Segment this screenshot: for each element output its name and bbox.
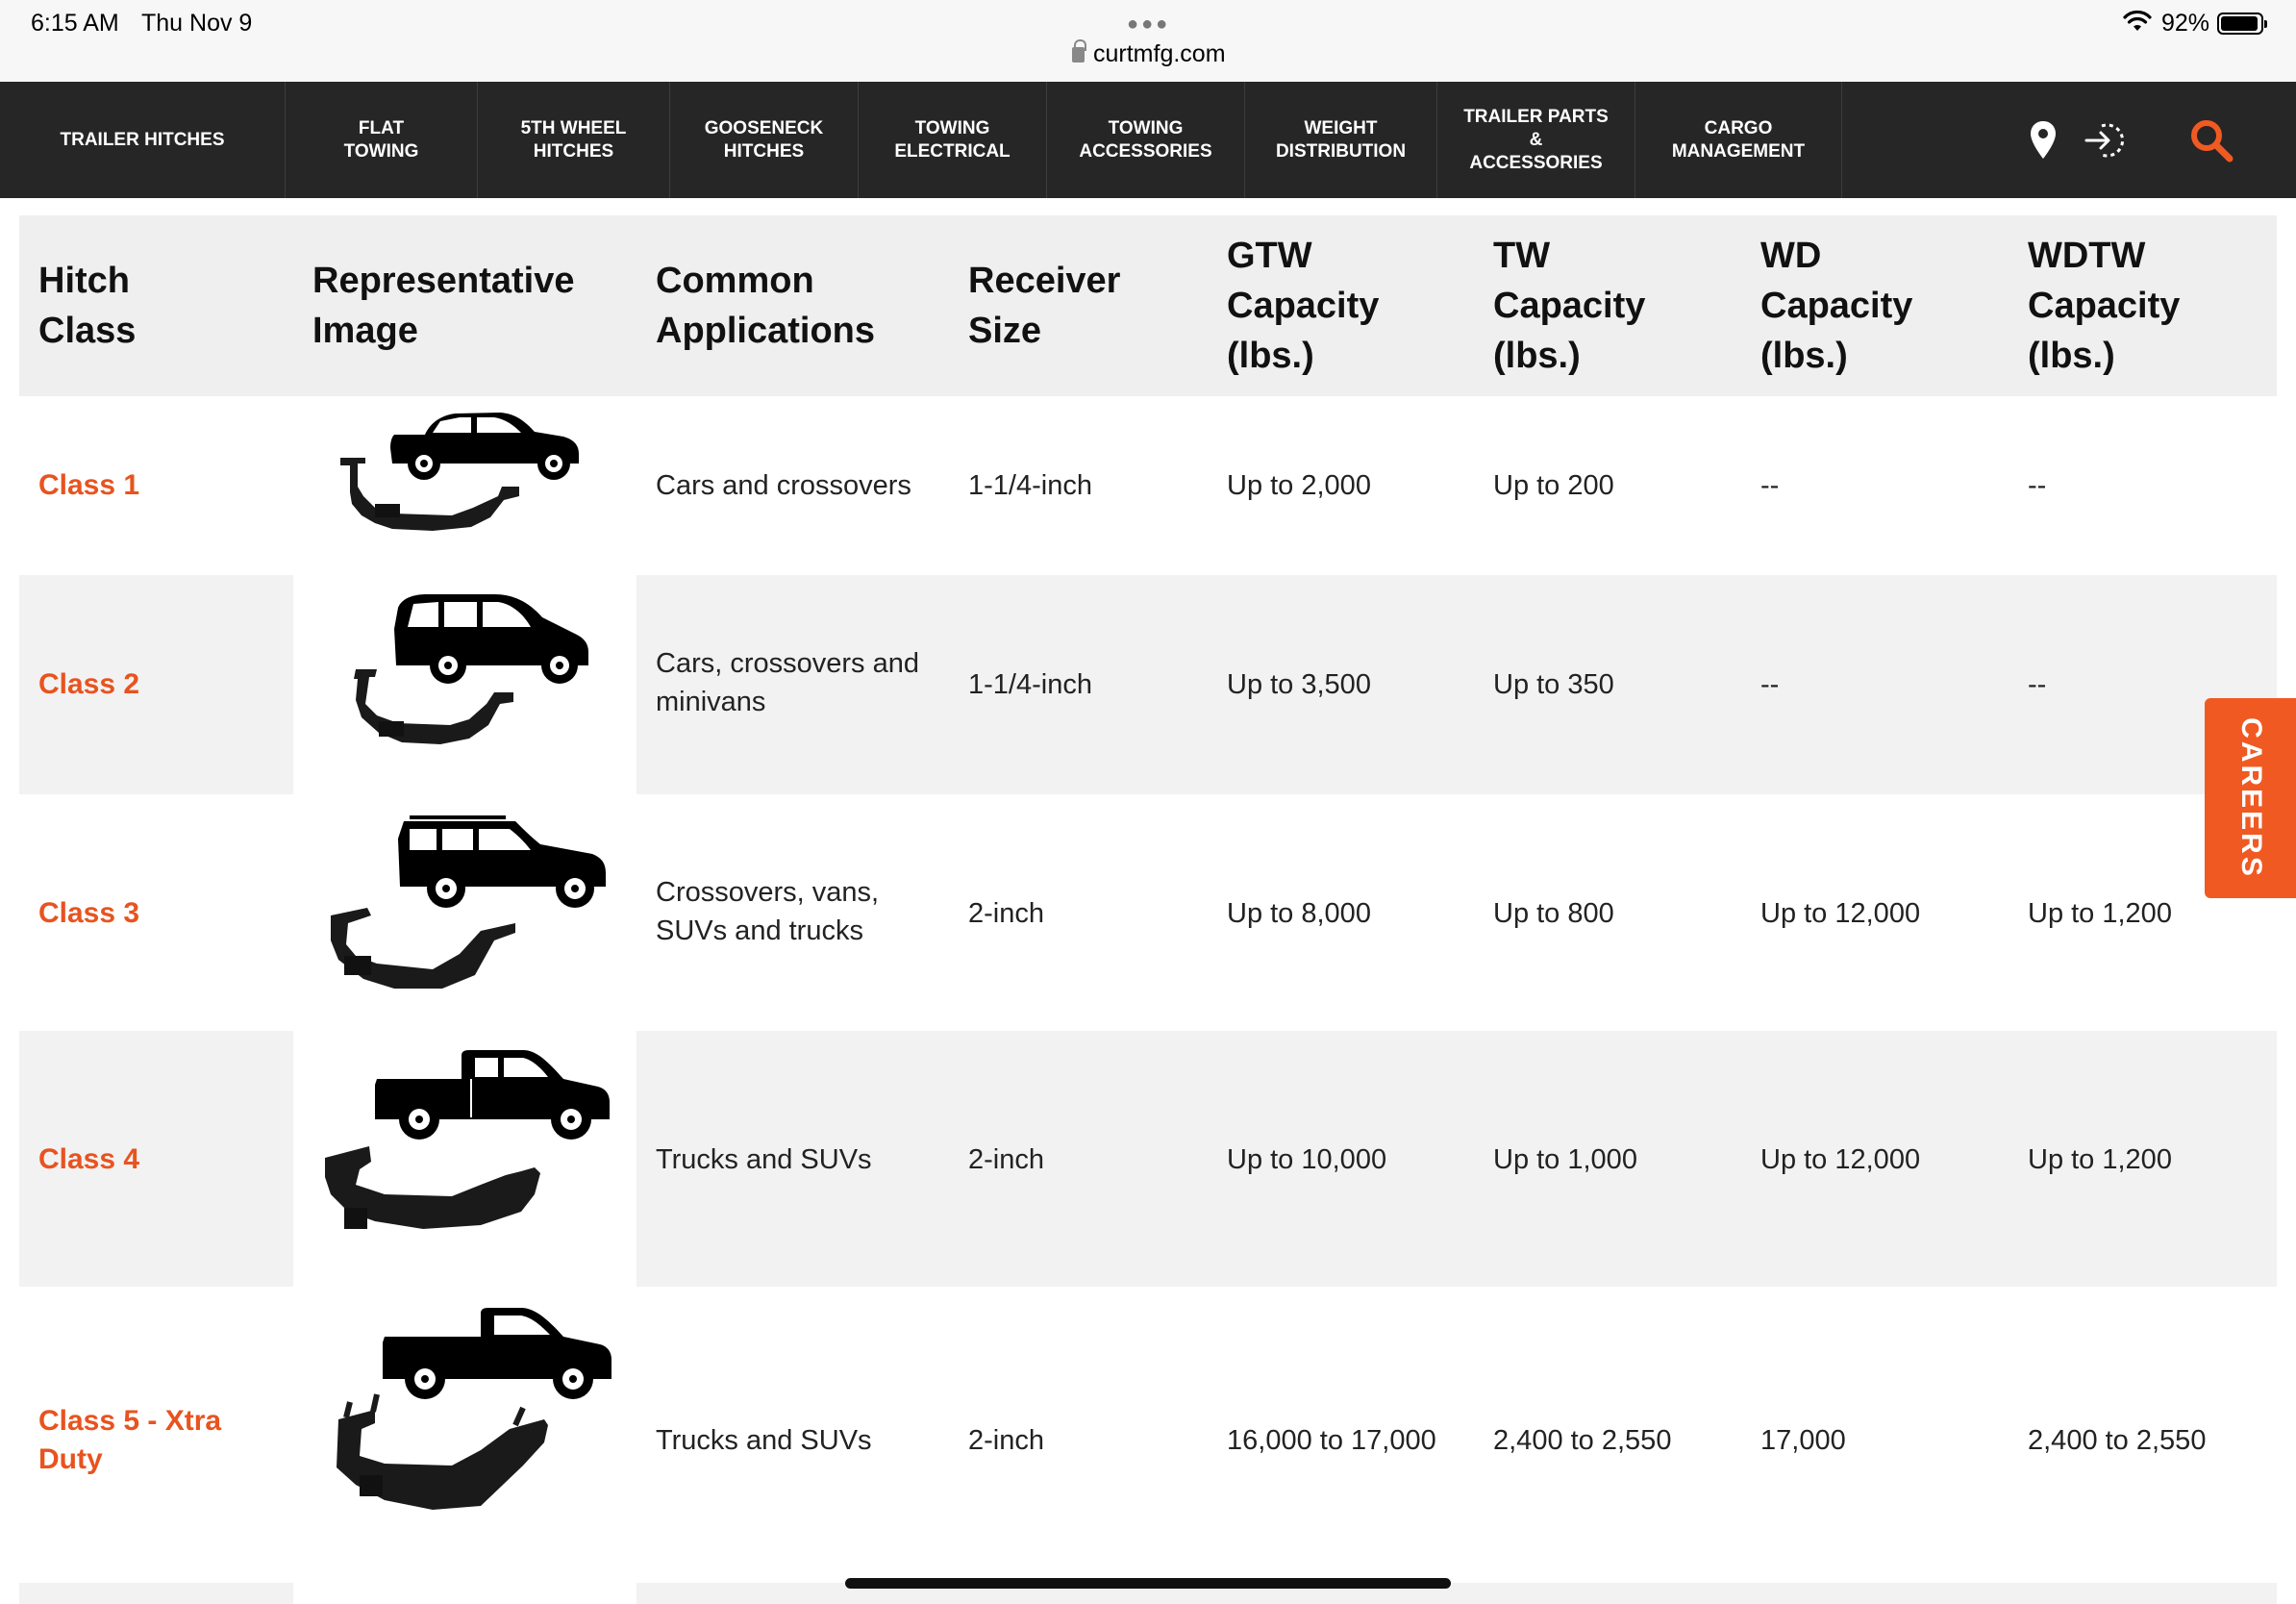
applications-cell: Trucks and SUVs (656, 1425, 872, 1456)
tw-cell: Up to 800 (1493, 898, 1614, 929)
header-gtw-capacity: GTW Capacity (lbs.) (1227, 236, 1380, 376)
header-wd-capacity: WD Capacity (lbs.) (1760, 236, 1913, 376)
suv-hitch-image (317, 810, 625, 1021)
battery-percent: 92% (2161, 10, 2210, 37)
nav-towing-electrical[interactable]: TOWING ELECTRICAL (859, 82, 1047, 198)
url-text: curtmfg.com (1093, 40, 1226, 67)
table-row (19, 1287, 2277, 1575)
status-bar (0, 0, 2296, 82)
wdtw-cell: 2,400 to 2,550 (2028, 1425, 2207, 1456)
sign-in-icon[interactable] (2084, 121, 2127, 160)
nav-weight-distribution[interactable]: WEIGHT DISTRIBUTION (1245, 82, 1437, 198)
wifi-icon (2123, 10, 2152, 33)
nav-trailer-hitches[interactable]: TRAILER HITCHES (0, 82, 286, 198)
status-date: Thu Nov 9 (141, 10, 253, 37)
header-representative-image: Representative Image (312, 261, 575, 351)
gtw-cell: 16,000 to 17,000 (1227, 1425, 1436, 1456)
address-bar[interactable] (1072, 40, 1226, 68)
more-dots-icon[interactable]: ●●● (1127, 13, 1171, 35)
applications-cell: Cars, crossovers and minivans (656, 648, 919, 717)
careers-label: CAREERS (2235, 717, 2267, 879)
header-hitch-class: Hitch Class (38, 261, 137, 351)
receiver-size-cell: 1-1/4-inch (968, 470, 1092, 501)
table-row (19, 396, 2277, 575)
wd-cell: -- (1760, 470, 1780, 501)
wd-cell: 17,000 (1760, 1425, 1846, 1456)
careers-tab[interactable] (2205, 698, 2296, 898)
lock-icon (1072, 47, 1085, 63)
receiver-size-cell: 1-1/4-inch (968, 669, 1092, 700)
regular-cab-truck-hitch-image (317, 1306, 625, 1546)
wd-cell: -- (1760, 669, 1780, 700)
applications-cell: Trucks and SUVs (656, 1144, 872, 1175)
main-nav (0, 82, 2296, 198)
wd-cell: Up to 12,000 (1760, 898, 1921, 929)
nav-cargo-management[interactable]: CARGO MANAGEMENT (1635, 82, 1842, 198)
home-indicator[interactable] (845, 1578, 1451, 1589)
gtw-cell: Up to 8,000 (1227, 898, 1371, 929)
class-link[interactable]: Class 3 (38, 897, 140, 929)
nav-trailer-parts-accessories[interactable]: TRAILER PARTS & ACCESSORIES (1437, 82, 1635, 198)
sedan-hitch-image (337, 408, 615, 562)
receiver-size-cell: 2-inch (968, 898, 1044, 929)
crew-cab-truck-hitch-image (317, 1050, 625, 1271)
receiver-size-cell: 2-inch (968, 1425, 1044, 1456)
table-header (19, 215, 2277, 396)
nav-icons (2029, 82, 2234, 198)
nav-gooseneck-hitches[interactable]: GOOSENECK HITCHES (670, 82, 859, 198)
nav-towing-accessories[interactable]: TOWING ACCESSORIES (1047, 82, 1245, 198)
gtw-cell: Up to 2,000 (1227, 470, 1371, 501)
gtw-cell: Up to 10,000 (1227, 1144, 1387, 1175)
tw-cell: Up to 350 (1493, 669, 1614, 700)
header-tw-capacity: TW Capacity (lbs.) (1493, 236, 1646, 376)
class-link[interactable]: Class 4 (38, 1143, 140, 1175)
header-common-applications: Common Applications (656, 261, 876, 351)
receiver-size-cell: 2-inch (968, 1144, 1044, 1175)
wdtw-cell: -- (2028, 669, 2047, 700)
gtw-cell: Up to 3,500 (1227, 669, 1371, 700)
battery-icon (2217, 13, 2263, 35)
applications-cell: Crossovers, vans, SUVs and trucks (656, 877, 880, 946)
nav-5th-wheel-hitches[interactable]: 5TH WHEEL HITCHES (478, 82, 670, 198)
tw-cell: Up to 1,000 (1493, 1144, 1637, 1175)
table-row (19, 794, 2277, 1031)
class-link[interactable]: Class 5 - Xtra Duty (38, 1405, 222, 1475)
class-link[interactable]: Class 2 (38, 668, 140, 700)
header-wdtw-capacity: WDTW Capacity (lbs.) (2028, 236, 2181, 376)
wdtw-cell: Up to 1,200 (2028, 1144, 2172, 1175)
location-pin-icon[interactable] (2029, 120, 2058, 161)
header-receiver-size: Receiver Size (968, 261, 1121, 351)
minivan-hitch-image (354, 594, 588, 744)
table-row (19, 1031, 2277, 1287)
nav-flat-towing[interactable]: FLAT TOWING (286, 82, 478, 198)
class-link[interactable]: Class 1 (38, 469, 140, 501)
wdtw-cell: Up to 1,200 (2028, 898, 2172, 929)
tw-cell: 2,400 to 2,550 (1493, 1425, 1672, 1456)
status-time: 6:15 AM (31, 10, 119, 37)
applications-cell: Cars and crossovers (656, 470, 911, 501)
search-icon[interactable] (2188, 117, 2234, 163)
tw-cell: Up to 200 (1493, 470, 1614, 501)
table-row (19, 575, 2277, 794)
wd-cell: Up to 12,000 (1760, 1144, 1921, 1175)
wdtw-cell: -- (2028, 470, 2047, 501)
